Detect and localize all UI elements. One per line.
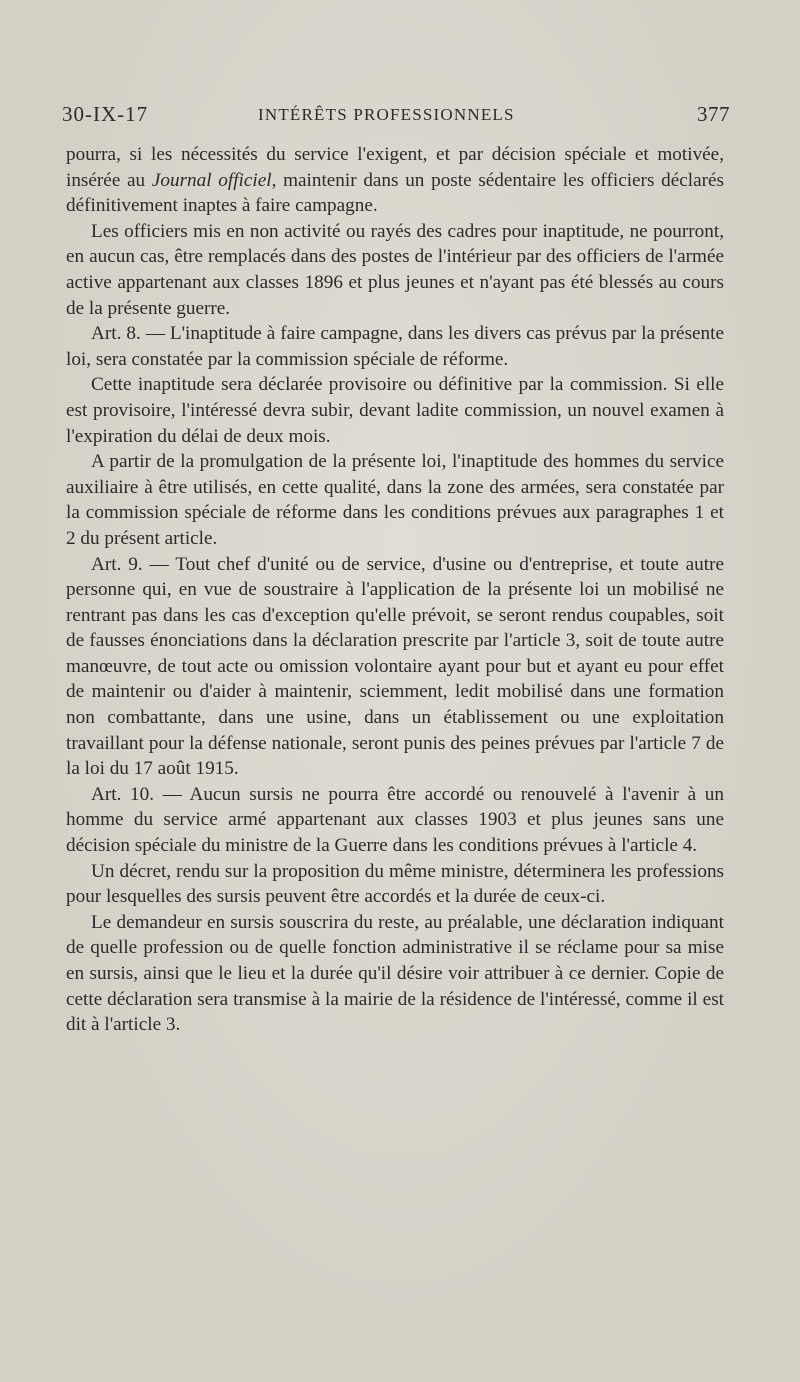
paragraph-applicant-declaration: Le demandeur en sursis souscrira du reste, au préalable, une déclaration indiquant de quelle profession ou de quelle fonction administrative il se réclame pour sa mise en sursis, ainsi que le lieu et la durée qu'il désire voir attribuer à ce dernier. Copie de cette déclaration sera transmise à la mairie de la résidence de l'intéressé, comme il est dit à l'article 3.	[66, 911, 724, 1036]
journal-officiel-title: Journal officiel	[151, 169, 272, 191]
paragraph-1-text-a: pourra, si les nécessités du service l'exigent, et par décision spéciale et motivée, insérée au	[66, 144, 724, 191]
paragraph-continued	[66, 142, 724, 219]
paragraph-1-text-b: , maintenir dans un poste sédentaire les officiers déclarés définitivement inaptes à faire campagne.	[66, 169, 724, 217]
header-date: 30-IX-17	[62, 102, 149, 126]
paragraph-decree: Un décret, rendu sur la proposition du même ministre, déterminera les professions pour lesquelles des sursis peuvent être accordés et la durée de ceux-ci.	[66, 860, 724, 908]
paragraph-article-10: Art. 10. — Aucun sursis ne pourra être accordé ou renouvelé à l'avenir à un homme du service armé appartenant aux classes 1903 et plus jeunes sans une décision spéciale du ministre de la Guerre dans les conditions prévues à l'article 4.	[66, 783, 724, 857]
paragraph-officers-replacement: Les officiers mis en non activité ou rayés des cadres pour inaptitude, ne pourront, en aucun cas, être remplacés dans des postes de l'intérieur par des officiers de l'armée active appartenant aux classes 1896 et plus jeunes et n'ayant pas été blessés au cours de la présente guerre.	[66, 220, 724, 319]
header-section-title: INTÉRÊTS PROFESSIONNELS	[258, 105, 515, 124]
paragraph-auxiliary-service: A partir de la promulgation de la présente loi, l'inaptitude des hommes du service auxiliaire à être utilisés, en cette qualité, dans la zone des armées, sera constatée par la commission spéciale de réforme dans les conditions prévues aux paragraphes 1 et 2 du présent article.	[66, 451, 724, 549]
paragraph-article-8: Art. 8. — L'inaptitude à faire campagne, dans les divers cas prévus par la présente loi, sera constatée par la commission spéciale de réforme.	[66, 323, 724, 370]
paragraph-article-9: Art. 9. — Tout chef d'unité ou de service, d'usine ou d'entreprise, et toute autre personne qui, en vue de soustraire à l'application de la présente loi un mobilisé ne rentrant pas dans les cas d'exception qu'elle prévoit, se seront rendus coupables, soit de fausses énonciations dans la déclaration prescrite par l'article 3, soit de toute autre manœuvre, de tout acte ou omission volontaire ayant pour but et ayant eu pour effet de maintenir ou d'aider à maintenir, sciemment, ledit mobilisé dans une formation non combattante, dans une usine, dans un établissement ou une exploitation travaillant pour la défense nationale, seront punis des peines prévues par l'article 7 de la loi du 17 août 1915.	[66, 553, 724, 780]
page-number: 377	[697, 102, 730, 126]
running-header	[62, 102, 730, 132]
page-body	[66, 142, 724, 1038]
paragraph-inaptitude-declaration: Cette inaptitude sera déclarée provisoire ou définitive par la commission. Si elle est provisoire, l'intéressé devra subir, devant ladite commission, un nouvel examen à l'expiration du délai de deux mois.	[66, 374, 724, 447]
